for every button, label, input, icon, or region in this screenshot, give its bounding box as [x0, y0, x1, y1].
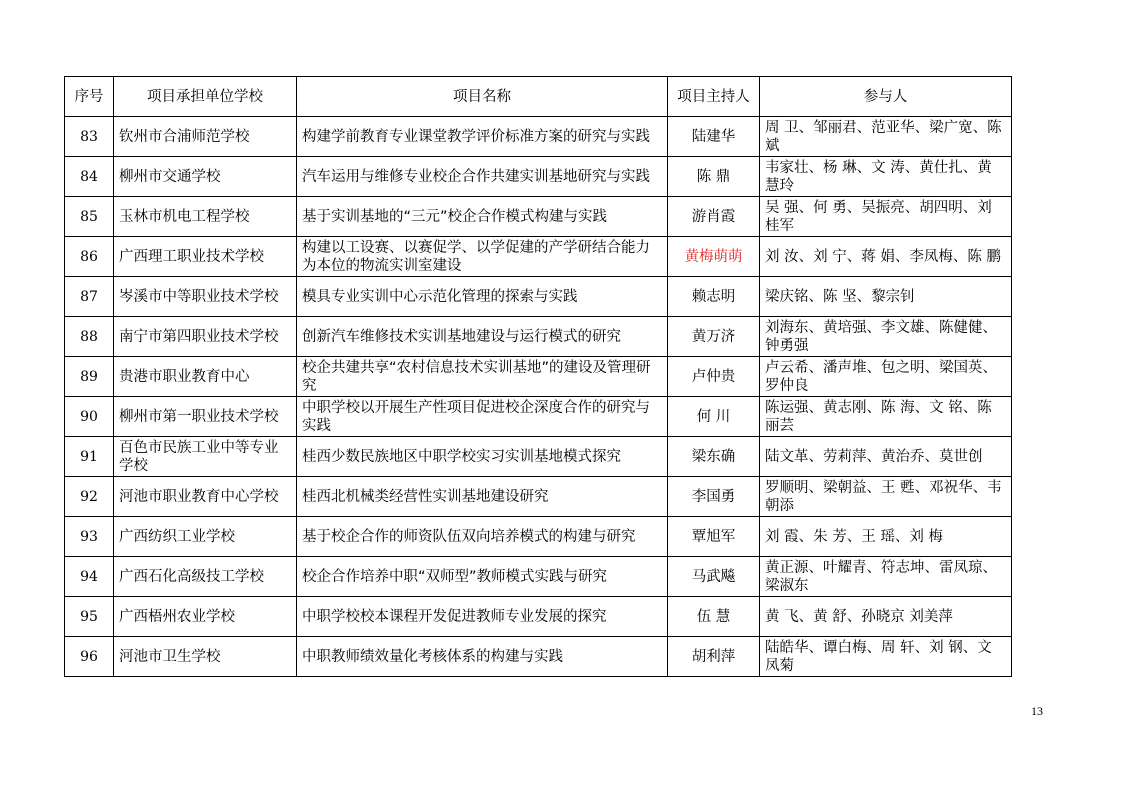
cell-school: 百色市民族工业中等专业学校 — [114, 437, 297, 477]
header-project: 项目名称 — [297, 77, 668, 117]
cell-project: 中职教师绩效量化考核体系的构建与实践 — [297, 637, 668, 677]
cell-project: 基于实训基地的“三元”校企合作模式构建与实践 — [297, 197, 668, 237]
cell-leader: 游肖霞 — [668, 197, 760, 237]
cell-project: 基于校企合作的师资队伍双向培养模式的构建与研究 — [297, 517, 668, 557]
cell-school: 广西石化高级技工学校 — [114, 557, 297, 597]
table-body — [65, 117, 1012, 677]
cell-participants: 罗顺明、梁朝益、王 甦、邓祝华、韦朝添 — [760, 477, 1012, 517]
cell-seq: 83 — [65, 117, 114, 157]
cell-participants: 刘海东、黄培强、李文雄、陈健健、钟勇强 — [760, 317, 1012, 357]
cell-leader: 黄梅萌萌 — [668, 237, 760, 277]
cell-participants: 卢云希、潘声堆、包之明、梁国英、罗仲良 — [760, 357, 1012, 397]
header-participants: 参与人 — [760, 77, 1012, 117]
cell-leader: 梁东确 — [668, 437, 760, 477]
header-leader: 项目主持人 — [668, 77, 760, 117]
cell-participants: 梁庆铭、陈 坚、黎宗钊 — [760, 277, 1012, 317]
table-row — [65, 237, 1012, 277]
cell-leader: 李国勇 — [668, 477, 760, 517]
table-row — [65, 157, 1012, 197]
cell-school: 广西纺织工业学校 — [114, 517, 297, 557]
cell-participants: 陆皓华、谭白梅、周 轩、刘 钢、文凤菊 — [760, 637, 1012, 677]
cell-seq: 95 — [65, 597, 114, 637]
cell-leader: 陆建华 — [668, 117, 760, 157]
table-row — [65, 637, 1012, 677]
cell-project: 桂西北机械类经营性实训基地建设研究 — [297, 477, 668, 517]
table-row — [65, 597, 1012, 637]
header-school: 项目承担单位学校 — [114, 77, 297, 117]
cell-project: 校企共建共享“农村信息技术实训基地”的建设及管理研究 — [297, 357, 668, 397]
table-row — [65, 117, 1012, 157]
cell-seq: 90 — [65, 397, 114, 437]
table-row — [65, 477, 1012, 517]
cell-seq: 92 — [65, 477, 114, 517]
cell-seq: 89 — [65, 357, 114, 397]
cell-school: 广西梧州农业学校 — [114, 597, 297, 637]
cell-school: 玉林市机电工程学校 — [114, 197, 297, 237]
cell-school: 钦州市合浦师范学校 — [114, 117, 297, 157]
cell-seq: 85 — [65, 197, 114, 237]
cell-leader: 马武飚 — [668, 557, 760, 597]
cell-project: 中职学校以开展生产性项目促进校企深度合作的研究与实践 — [297, 397, 668, 437]
table-row — [65, 277, 1012, 317]
cell-leader: 覃旭军 — [668, 517, 760, 557]
cell-leader: 赖志明 — [668, 277, 760, 317]
cell-seq: 93 — [65, 517, 114, 557]
table-header-row — [65, 77, 1012, 117]
cell-school: 河池市卫生学校 — [114, 637, 297, 677]
cell-participants: 韦家壮、杨 琳、文 涛、黄仕扎、黄慧玲 — [760, 157, 1012, 197]
cell-project: 创新汽车维修技术实训基地建设与运行模式的研究 — [297, 317, 668, 357]
cell-seq: 88 — [65, 317, 114, 357]
table-row — [65, 397, 1012, 437]
cell-participants: 吴 强、何 勇、吴振亮、胡四明、刘桂军 — [760, 197, 1012, 237]
cell-school: 南宁市第四职业技术学校 — [114, 317, 297, 357]
header-seq: 序号 — [65, 77, 114, 117]
cell-project: 桂西少数民族地区中职学校实习实训基地模式探究 — [297, 437, 668, 477]
table-row — [65, 557, 1012, 597]
cell-project: 中职学校校本课程开发促进教师专业发展的探究 — [297, 597, 668, 637]
cell-participants: 刘 汝、刘 宁、蒋 娟、李凤梅、陈 鹏 — [760, 237, 1012, 277]
cell-school: 河池市职业教育中心学校 — [114, 477, 297, 517]
table-row — [65, 317, 1012, 357]
cell-seq: 86 — [65, 237, 114, 277]
cell-school: 广西理工职业技术学校 — [114, 237, 297, 277]
cell-leader: 黄万济 — [668, 317, 760, 357]
cell-participants: 陆文革、劳莉萍、黄治乔、莫世创 — [760, 437, 1012, 477]
cell-school: 岑溪市中等职业技术学校 — [114, 277, 297, 317]
table-row — [65, 357, 1012, 397]
cell-seq: 84 — [65, 157, 114, 197]
cell-project: 构建学前教育专业课堂教学评价标准方案的研究与实践 — [297, 117, 668, 157]
cell-project: 校企合作培养中职“双师型”教师模式实践与研究 — [297, 557, 668, 597]
cell-seq: 91 — [65, 437, 114, 477]
cell-leader: 陈 鼎 — [668, 157, 760, 197]
cell-participants: 黄正源、叶耀青、符志坤、雷凤琼、梁淑东 — [760, 557, 1012, 597]
cell-project: 模具专业实训中心示范化管理的探索与实践 — [297, 277, 668, 317]
table-row — [65, 517, 1012, 557]
cell-school: 柳州市第一职业技术学校 — [114, 397, 297, 437]
cell-project: 汽车运用与维修专业校企合作共建实训基地研究与实践 — [297, 157, 668, 197]
page-number: 13 — [1031, 704, 1043, 718]
cell-school: 柳州市交通学校 — [114, 157, 297, 197]
cell-leader: 胡利萍 — [668, 637, 760, 677]
cell-seq: 87 — [65, 277, 114, 317]
table-row — [65, 197, 1012, 237]
cell-project: 构建以工设赛、以赛促学、以学促建的产学研结合能力为本位的物流实训室建设 — [297, 237, 668, 277]
table-row — [65, 437, 1012, 477]
cell-participants: 刘 霞、朱 芳、王 瑶、刘 梅 — [760, 517, 1012, 557]
cell-leader: 伍 慧 — [668, 597, 760, 637]
cell-leader: 卢仲贵 — [668, 357, 760, 397]
cell-school: 贵港市职业教育中心 — [114, 357, 297, 397]
cell-participants: 陈运强、黄志刚、陈 海、文 铭、陈丽芸 — [760, 397, 1012, 437]
cell-leader: 何 川 — [668, 397, 760, 437]
cell-participants: 周 卫、邹丽君、范亚华、梁广宽、陈 斌 — [760, 117, 1012, 157]
cell-participants: 黄 飞、黄 舒、孙晓京 刘美萍 — [760, 597, 1012, 637]
cell-seq: 94 — [65, 557, 114, 597]
project-table — [64, 76, 1012, 677]
cell-seq: 96 — [65, 637, 114, 677]
